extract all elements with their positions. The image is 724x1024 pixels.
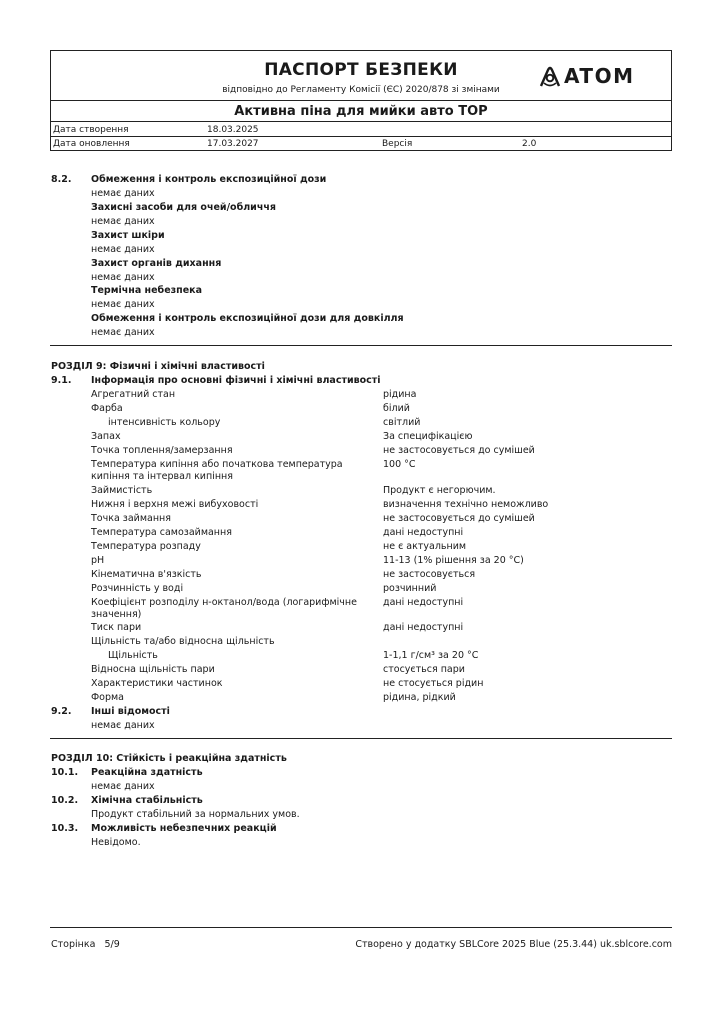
prop-value: 11-13 (1% рішення за 20 °C) [383,555,524,566]
prop-label: Відносна щільність пари [91,664,215,675]
prop-value: Продукт є негорючим. [383,485,496,496]
s8-value-5: немає даних [91,299,155,310]
s8-heading-3: Захист шкіри [91,230,165,241]
section-8-2-number: 8.2. [51,174,72,185]
prop-label: Точка топлення/замерзання [91,445,233,456]
page-title: ПАСПОРТ БЕЗПЕКИ [264,60,458,80]
section-10-1-title: Реакційна здатність [91,767,203,778]
prop-value: не застосовується [383,569,476,580]
prop-label: Температура розпаду [91,541,201,552]
footer-divider [50,927,672,928]
section-9-2-number: 9.2. [51,706,72,717]
updated-value: 17.03.2027 [207,139,259,149]
prop-label: Тиск пари [91,622,142,633]
page-number: Сторінка 5/9 [51,939,120,950]
prop-label: Температура самозаймання [91,527,232,538]
company-logo [538,63,668,89]
logo-text: ATOM [564,64,635,88]
prop-value: не застосовується до сумішей [383,445,535,456]
section-10-2-value: Продукт стабільний за нормальних умов. [91,809,300,820]
prop-value: стосується пари [383,664,465,675]
prop-value: не застосовується до сумішей [383,513,535,524]
s8-heading-6: Обмеження і контроль експозиційної дози для довкілля [91,313,404,324]
prop-value: дані недоступні [383,622,464,633]
prop-label: Запах [91,431,121,442]
s8-heading-4: Захист органів дихання [91,258,222,269]
created-row [51,123,671,137]
section-8-2-title: Обмеження і контроль експозиційної дози [91,174,327,185]
prop-label: Щільність [108,650,158,661]
section-9-1-number: 9.1. [51,375,72,386]
prop-value: не стосується рідин [383,678,484,689]
prop-value: дані недоступні [383,527,464,538]
prop-label: Форма [91,692,125,703]
s8-heading-2: Захисні засоби для очей/обличчя [91,202,276,213]
updated-label: Дата оновлення [53,139,130,149]
prop-value: білий [383,403,410,414]
s8-value-4: немає даних [91,272,155,283]
footer-credit: Створено у додатку SBLCore 2025 Blue (25.3.44) uk.sblcore.com [355,939,672,950]
section-10-3-value: Невідомо. [91,837,141,848]
prop-value: дані недоступні [383,597,464,608]
product-name: Активна піна для мийки авто TOP [51,100,671,122]
section-10-1-value: немає даних [91,781,155,792]
s8-value-1: немає даних [91,188,155,199]
prop-label: Займистість [91,485,153,496]
section-9-1-title: Інформація про основні фізичні і хімічні властивості [91,375,381,386]
version-value: 2.0 [522,139,537,149]
prop-label: Розчинність у воді [91,583,184,594]
prop-value: рідина [383,389,417,400]
prop-value: 1-1,1 г/см³ за 20 °C [383,650,479,661]
s8-heading-5: Термічна небезпека [91,285,203,296]
created-label: Дата створення [53,125,129,135]
section-10-3-number: 10.3. [51,823,79,834]
prop-value: не є актуальним [383,541,467,552]
divider [50,345,672,346]
divider [50,738,672,739]
prop-value: 100 °C [383,459,416,470]
prop-value: За специфікацією [383,431,473,442]
prop-label: Щільність та/або відносна щільність [91,636,275,647]
header-top [51,51,671,100]
created-value: 18.03.2025 [207,125,259,135]
document-header [50,50,672,151]
atom-logo-icon [538,64,562,88]
section-10-1-number: 10.1. [51,767,79,778]
prop-label: pH [91,555,105,566]
section-9-title: РОЗДІЛ 9: Фізичні і хімічні властивості [51,361,265,372]
s8-value-2: немає даних [91,216,155,227]
section-9-2-title: Інші відомості [91,706,170,717]
prop-value: розчинний [383,583,437,594]
section-10-title: РОЗДІЛ 10: Стійкість і реакційна здатність [51,753,287,764]
prop-label: інтенсивність кольору [108,417,221,428]
prop-label: Фарба [91,403,123,414]
prop-label: Кінематична в'язкість [91,569,202,580]
section-10-3-title: Можливість небезпечних реакцій [91,823,277,834]
prop-label: Характеристики частинок [91,678,223,689]
section-9-2-value: немає даних [91,720,155,731]
s8-value-6: немає даних [91,327,155,338]
prop-value: рідина, рідкий [383,692,456,703]
s8-value-3: немає даних [91,244,155,255]
prop-label: Агрегатний стан [91,389,176,400]
prop-label: Нижня і верхня межі вибуховості [91,499,259,510]
section-10-2-number: 10.2. [51,795,79,806]
prop-value: світлий [383,417,421,428]
regulation-subtitle: відповідно до Регламенту Комісії (ЄС) 2020/878 зі змінами [222,85,500,95]
version-label: Версія [382,139,413,149]
prop-value: визначення технічно неможливо [383,499,549,510]
prop-label: Температура кипіння або початкова температура кипіння та інтервал кипіння [91,459,343,482]
prop-label: Коефіцієнт розподілу н-октанол/вода (логарифмічне значення) [91,597,357,620]
section-10-2-title: Хімічна стабільність [91,795,203,806]
updated-row [51,137,671,151]
prop-label: Точка займання [91,513,171,524]
